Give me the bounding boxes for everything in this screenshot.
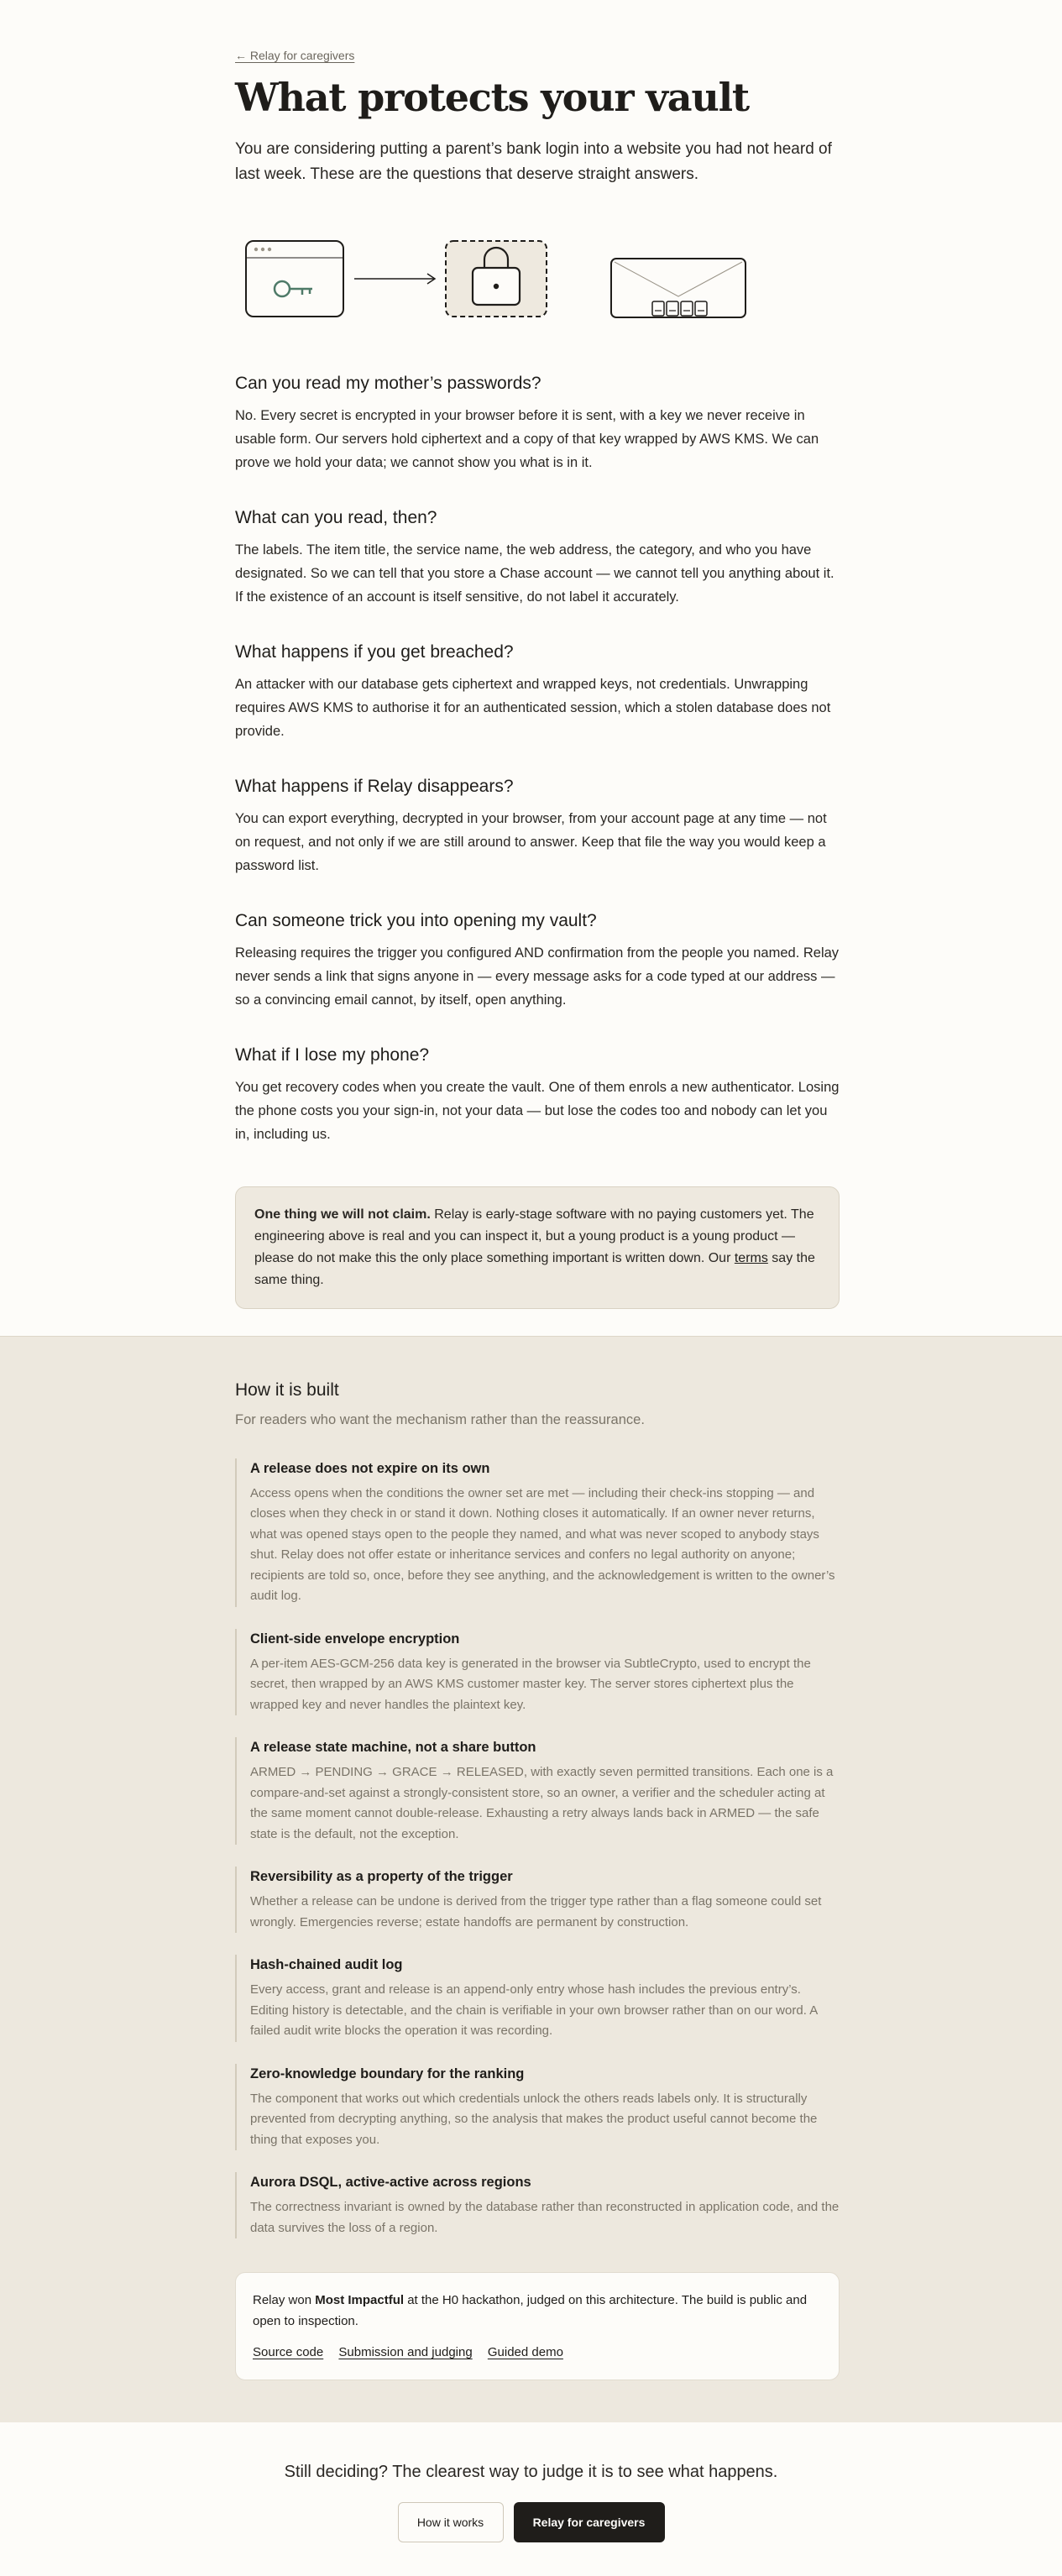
encryption-diagram <box>235 228 840 320</box>
feature-desc: Every access, grant and release is an append-only entry whose hash includes the previous entry’s. Editing history is detectable, and the chain is verifiable in your own browser rather than on our word. A failed audit write blocks the operation it was recording. <box>250 1982 818 2039</box>
feature-title: A release does not expire on its own <box>250 1460 490 1476</box>
feature-item <box>235 2064 840 2151</box>
how-it-works-button[interactable]: How it works <box>398 2502 504 2542</box>
feature-desc: The correctness invariant is owned by the database rather than reconstructed in application code, and the data survives the loss of a region. <box>250 2200 840 2235</box>
feature-item <box>235 1955 840 2042</box>
how-it-is-built-section <box>0 1336 1062 2423</box>
faq-item <box>235 506 840 609</box>
arrow-right-icon <box>354 274 435 284</box>
built-title: How it is built <box>235 1380 339 1400</box>
built-subtitle: For readers who want the mechanism rather than the reassurance. <box>235 1411 645 1427</box>
faq-item <box>235 909 840 1012</box>
cta-buttons <box>0 2502 1062 2542</box>
cta-text: Still deciding? The clearest way to judge it is to see what happens. <box>284 2463 778 2482</box>
guided-demo-link[interactable]: Guided demo <box>487 2345 563 2360</box>
browser-key-icon <box>246 241 343 317</box>
faq-question: What happens if you get breached? <box>235 641 514 662</box>
feature-title: Client-side envelope encryption <box>250 1631 460 1647</box>
faq-question: What can you read, then? <box>235 507 437 527</box>
faq-answer: The labels. The item title, the service name, the web address, the category, and who you have designated. So we can tell that you store a Chase account — we cannot tell you anything about it. If the existence of an account is itself sensitive, do not label it accurately. <box>235 542 834 605</box>
feature-title: Aurora DSQL, active-active across regions <box>250 2175 531 2191</box>
disclaimer-text: Relay is early-stage software with no paying customers yet. The engineering above is real and you can inspect it, but a young product is a young product — please do not make this the only place something important is written down. Our <box>254 1207 814 1265</box>
back-link[interactable]: ← Relay for caregivers <box>235 49 355 62</box>
cta-section <box>0 2422 1062 2576</box>
faq-item <box>235 775 840 877</box>
feature-list <box>235 1458 840 2239</box>
feature-item <box>235 2172 840 2238</box>
feature-desc: The component that works out which credentials unlock the others reads labels only. It is structurally prevented from decrypting anything, so the analysis that makes the product useful cannot become the thing that exposes you. <box>250 2091 818 2147</box>
disclaimer-heading: One thing we will not claim. <box>254 1207 431 1222</box>
feature-desc: ARMED → PENDING → GRACE → RELEASED, with exactly seven permitted transitions. Each one is a compare-and-set against a strongly-consistent store, so an owner, a verifier and the scheduler acting at the same moment cannot double-release. Exhausting a retry always lands back in ARMED — the safe state is the default, not the exception. <box>250 1765 834 1841</box>
feature-desc: Access opens when the conditions the owner set are met — including their check-ins stopping — and closes when they check in or stand it down. Nothing closes it automatically. If an owner never returns, what was opened stays open to the people they named, and what was never scoped to anybody stays shut. Relay does not offer estate or inheritance services and confers no legal authority on anyone; recipients are told so, once, before they see anything, and the acknowledgement is written to the owner’s audit log. <box>250 1485 835 1604</box>
lede: You are considering putting a parent’s bank login into a website you had not heard of last week. These are the questions that deserve straight answers. <box>235 139 832 183</box>
faq-answer: Releasing requires the trigger you configured AND confirmation from the people you named. Relay never sends a link that signs anyone in — every message asks for a code typed at our address — so a convincing email cannot, by itself, open anything. <box>235 945 840 1008</box>
faq-question: What if I lose my phone? <box>235 1045 430 1065</box>
faq-item <box>235 641 840 743</box>
award-text-end: at the H0 hackathon, judged on this architecture. The build is public and open to inspection. <box>253 2293 808 2329</box>
page-title: What protects your vault <box>235 75 749 120</box>
feature-title: Reversibility as a property of the trigger <box>250 1869 513 1885</box>
feature-title: Hash-chained audit log <box>250 1957 403 1973</box>
faq-question: Can you read my mother’s passwords? <box>235 373 541 393</box>
feature-desc: Whether a release can be undone is derived from the trigger type rather than a flag someone could set wrongly. Emergencies reverse; estate handoffs are permanent by construction. <box>250 1894 822 1929</box>
envelope-icon <box>611 259 745 317</box>
faq-answer: No. Every secret is encrypted in your browser before it is sent, with a key we never receive in usable form. Our servers hold ciphertext and a copy of that key wrapped by AWS KMS. We can prove we hold your data; we cannot show you what is in it. <box>235 407 819 470</box>
feature-title: A release state machine, not a share button <box>250 1740 536 1756</box>
faq-item <box>235 372 840 474</box>
faq-answer: You can export everything, decrypted in your browser, from your account page at any time — not on request, and not only if we are still around to answer. Keep that file the way you would keep a password list. <box>235 810 827 873</box>
award-card <box>235 2272 840 2380</box>
award-links <box>253 2342 822 2363</box>
terms-link[interactable]: terms <box>734 1250 768 1265</box>
padlock-icon <box>446 241 547 317</box>
faq-answer: You get recovery codes when you create the vault. One of them enrols a new authenticator. Losing the phone costs you your sign-in, not your data — but lose the codes too and nobody can let you in, including us. <box>235 1079 840 1142</box>
feature-item <box>235 1737 840 1845</box>
disclaimer-note <box>235 1186 840 1309</box>
award-text-start: Relay won <box>253 2293 316 2308</box>
faq-list <box>235 372 840 1146</box>
submission-link[interactable]: Submission and judging <box>338 2345 473 2360</box>
feature-item <box>235 1867 840 1933</box>
award-name: Most Impactful <box>315 2293 405 2308</box>
source-code-link[interactable]: Source code <box>253 2345 324 2360</box>
faq-item <box>235 1044 840 1146</box>
faq-question: What happens if Relay disappears? <box>235 776 514 796</box>
feature-item <box>235 1458 840 1607</box>
award-text <box>253 2290 822 2332</box>
relay-for-caregivers-button[interactable]: Relay for caregivers <box>514 2502 665 2542</box>
disclaimer-text-end: say the same thing. <box>254 1250 815 1287</box>
feature-item <box>235 1629 840 1716</box>
faq-question: Can someone trick you into opening my vault? <box>235 910 597 930</box>
feature-title: Zero-knowledge boundary for the ranking <box>250 2066 525 2081</box>
faq-answer: An attacker with our database gets ciphertext and wrapped keys, not credentials. Unwrapping requires AWS KMS to authorise it for an authenticated session, which a stolen database does not provide. <box>235 676 831 739</box>
feature-desc: A per-item AES-GCM-256 data key is generated in the browser via SubtleCrypto, used to encrypt the secret, then wrapped by an AWS KMS customer master key. The server stores ciphertext plus the wrapped key and never handles the plaintext key. <box>250 1656 811 1712</box>
